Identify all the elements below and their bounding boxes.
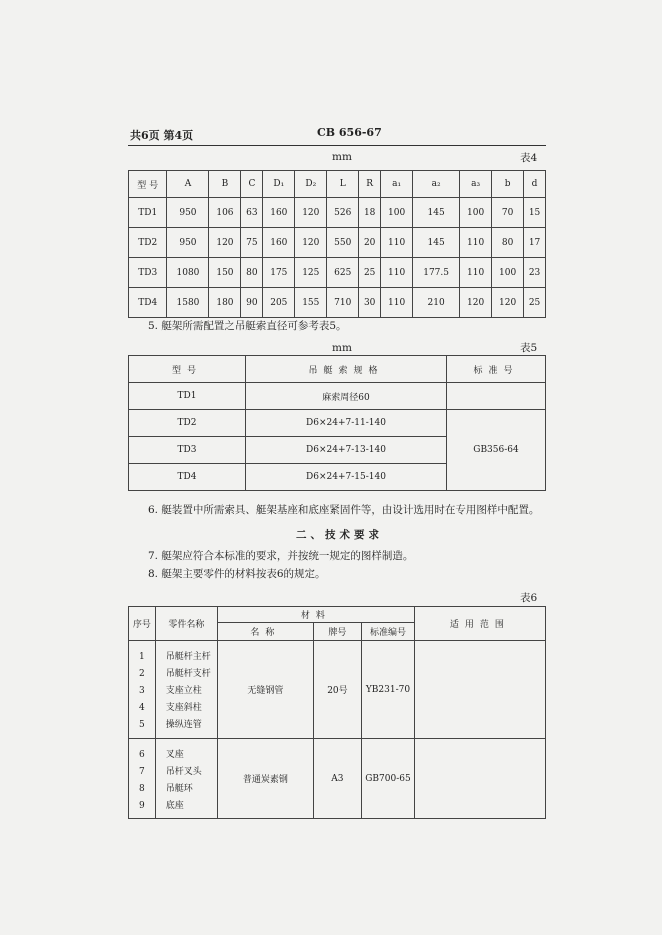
table-cell: 550: [327, 228, 359, 258]
table-cell: 110: [381, 258, 413, 288]
seq-number: 2: [138, 669, 145, 679]
table-cell: TD1: [129, 383, 246, 410]
table-cell: 175: [263, 258, 295, 288]
part-name: 吊艇杆主杆: [165, 652, 211, 662]
seq-cell: [129, 641, 156, 739]
seq-number: 8: [138, 783, 145, 794]
table-cell: TD1: [129, 198, 167, 228]
table-cell: 100: [381, 198, 413, 228]
table-cell: D6×24+7-13-140: [246, 437, 447, 464]
seq-number: 1: [138, 652, 145, 662]
scope-cell: [414, 739, 545, 819]
table-row: [129, 641, 546, 739]
table-cell: 180: [209, 288, 241, 318]
part-name: 支座斜柱: [165, 703, 202, 713]
part-name: 叉座: [165, 749, 184, 760]
table-cell: 25: [524, 288, 546, 318]
table-cell: 145: [413, 198, 460, 228]
table-cell: 110: [460, 228, 492, 258]
table4-col: a₂: [413, 171, 460, 198]
paragraph-5: 5. 艇架所需配置之吊艇索直径可参考表5。: [148, 320, 347, 332]
table-cell: 110: [381, 288, 413, 318]
table-cell: 30: [359, 288, 381, 318]
table5-col-spec: 吊艇索规格: [246, 356, 447, 383]
table-cell: 1080: [167, 258, 209, 288]
table-cell: TD4: [129, 288, 167, 318]
table5-caption: 表5: [520, 342, 538, 354]
table-cell: 18: [359, 198, 381, 228]
table4-col: R: [359, 171, 381, 198]
table-cell: 25: [359, 258, 381, 288]
table-cell: 950: [167, 228, 209, 258]
table-cell: 950: [167, 198, 209, 228]
table6-col-grade: 牌号: [313, 623, 361, 641]
seq-number: 4: [138, 703, 145, 713]
part-name: 底座: [165, 800, 184, 811]
table-cell: 160: [263, 228, 295, 258]
section-title: 二、技术要求: [296, 529, 383, 541]
table-row: [129, 228, 546, 258]
table6-col-std: 标准编号: [362, 623, 415, 641]
seq-number: 6: [138, 749, 145, 760]
table-cell: 75: [241, 228, 263, 258]
seq-number: 9: [138, 800, 145, 811]
table4-col: A: [167, 171, 209, 198]
table4-col: D₁: [263, 171, 295, 198]
table-cell: 210: [413, 288, 460, 318]
table4: [128, 170, 546, 318]
table-cell: 625: [327, 258, 359, 288]
table-cell: 110: [460, 258, 492, 288]
table6-header-row: [129, 607, 546, 623]
header-rule: [128, 145, 546, 146]
material-std: GB700-65: [362, 739, 415, 819]
table4-col: 型 号: [129, 171, 167, 198]
table-cell: 100: [460, 198, 492, 228]
table-cell: 23: [524, 258, 546, 288]
seq-cell: [129, 739, 156, 819]
table5: [128, 355, 546, 491]
table-cell: 63: [241, 198, 263, 228]
page-info: 共6页 第4页: [130, 129, 194, 142]
table-cell: 526: [327, 198, 359, 228]
table-cell: 麻索周径60: [246, 383, 447, 410]
table-cell: 150: [209, 258, 241, 288]
table6-col-scope: 适用范围: [414, 607, 545, 641]
table-cell: 120: [295, 198, 327, 228]
part-name: 吊杆叉头: [165, 766, 202, 777]
table-row: [129, 410, 546, 437]
table-cell: 70: [492, 198, 524, 228]
table4-col: C: [241, 171, 263, 198]
paragraph-6: 6. 艇装置中所需索具、艇架基座和底座紧固件等，由设计选用时在专用图样中配置。: [148, 504, 540, 516]
table-cell: 205: [263, 288, 295, 318]
seq-number: 7: [138, 766, 145, 777]
table4-caption: 表4: [520, 152, 538, 164]
table-cell: 20: [359, 228, 381, 258]
table-cell: 177.5: [413, 258, 460, 288]
table-cell: 120: [492, 288, 524, 318]
table-cell: 100: [492, 258, 524, 288]
table6-col-name: 名称: [218, 623, 314, 641]
table4-col: d: [524, 171, 546, 198]
parts-cell: [155, 641, 217, 739]
table-row: [129, 383, 546, 410]
table6-col-material: 材料: [218, 607, 415, 623]
material-grade: 20号: [313, 641, 361, 739]
table-cell: TD3: [129, 437, 246, 464]
part-name: 吊艇杆支杆: [165, 669, 211, 679]
table4-unit: mm: [332, 151, 352, 163]
table-cell: 120: [460, 288, 492, 318]
table-cell: D6×24+7-15-140: [246, 464, 447, 491]
table4-col: b: [492, 171, 524, 198]
standard-code: CB 656-67: [317, 126, 382, 139]
table6-col-seq: 序号: [129, 607, 156, 641]
table5-col-model: 型号: [129, 356, 246, 383]
table-cell: 1580: [167, 288, 209, 318]
material-grade: A3: [313, 739, 361, 819]
table-cell: 710: [327, 288, 359, 318]
table-row: [129, 288, 546, 318]
table-cell: 90: [241, 288, 263, 318]
scope-cell: [414, 641, 545, 739]
table4-col: B: [209, 171, 241, 198]
table6-caption: 表6: [520, 592, 538, 604]
table-cell: 160: [263, 198, 295, 228]
material-name: 无缝钢管: [218, 641, 314, 739]
part-name: 吊艇环: [165, 783, 193, 794]
table6: [128, 606, 546, 819]
table5-header-row: [129, 356, 546, 383]
table-cell: TD4: [129, 464, 246, 491]
table-cell: 15: [524, 198, 546, 228]
table-row: [129, 258, 546, 288]
table4-col: D₂: [295, 171, 327, 198]
table-cell: 120: [295, 228, 327, 258]
paragraph-8: 8. 艇架主要零件的材料按表6的规定。: [148, 568, 326, 580]
part-name: 操纵连管: [165, 720, 202, 730]
table6-col-part: 零件名称: [155, 607, 217, 641]
material-name: 普通炭素钢: [218, 739, 314, 819]
table-cell: [447, 383, 546, 410]
table4-col: a₃: [460, 171, 492, 198]
table-cell: 80: [492, 228, 524, 258]
table-cell: 120: [209, 228, 241, 258]
table-cell: 80: [241, 258, 263, 288]
table4-col: L: [327, 171, 359, 198]
table-cell: 110: [381, 228, 413, 258]
table4-col: a₁: [381, 171, 413, 198]
parts-cell: [155, 739, 217, 819]
table5-col-std: 标准号: [447, 356, 546, 383]
paragraph-7: 7. 艇架应符合本标准的要求，并按统一规定的图样制造。: [148, 550, 414, 562]
table-cell-merged-std: GB356-64: [447, 410, 546, 491]
table-cell: TD2: [129, 228, 167, 258]
material-std: YB231-70: [362, 641, 415, 739]
table-row: [129, 198, 546, 228]
table-cell: TD2: [129, 410, 246, 437]
table-cell: 106: [209, 198, 241, 228]
table-cell: TD3: [129, 258, 167, 288]
seq-number: 3: [138, 686, 145, 696]
table-row: [129, 739, 546, 819]
table-cell: 125: [295, 258, 327, 288]
table-cell: D6×24+7-11-140: [246, 410, 447, 437]
part-name: 支座立柱: [165, 686, 202, 696]
seq-number: 5: [138, 720, 145, 730]
table5-unit: mm: [332, 342, 352, 354]
table-cell: 17: [524, 228, 546, 258]
table-cell: 145: [413, 228, 460, 258]
table-cell: 155: [295, 288, 327, 318]
table4-header-row: [129, 171, 546, 198]
